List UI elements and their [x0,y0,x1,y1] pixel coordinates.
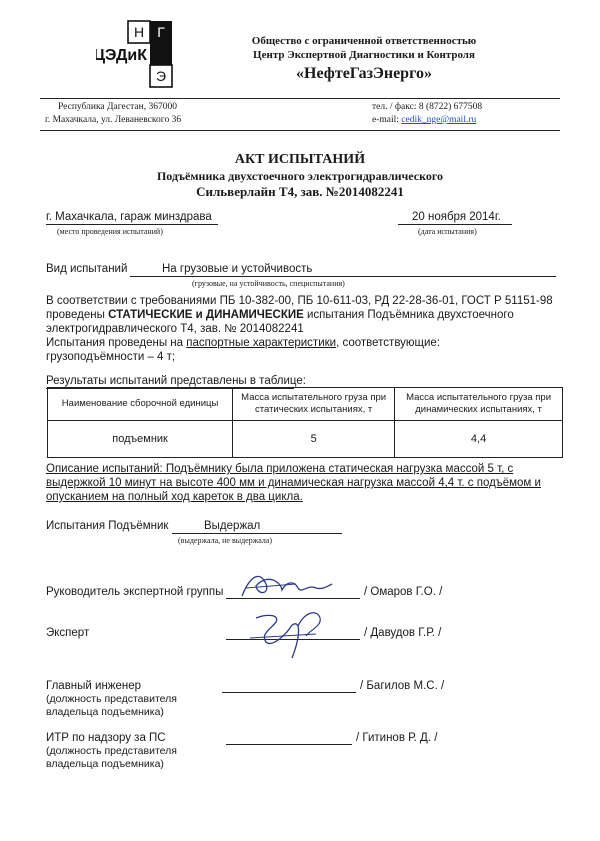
test-type-value: На грузовые и устойчивость [162,263,313,275]
logo-letter-g: Г [157,24,165,40]
test-place: г. Махачкала, гараж минздрава [46,211,212,223]
table-header-row [48,388,563,421]
verdict-label: Испытания Подъёмник [46,520,169,532]
passport-characteristics: паспортные характеристики [186,337,337,349]
logo-text: ЦЭДиК [96,47,147,64]
signature-name-4: / Гитинов Р. Д. / [356,732,438,744]
header-divider [40,98,560,99]
phone-fax: тел. / факс: 8 (8722) 677508 [372,102,483,112]
table-row [48,421,563,458]
email-link[interactable]: cedik_nge@mail.ru [401,115,477,125]
signature-role-4: ИТР по надзору за ПС [46,732,166,744]
test-type-label: Вид испытаний [46,263,128,275]
description-line-3: опусканием на полный ход кареток в два цикла. [46,491,303,503]
col-header-dynamic: Масса испытательного груза при динамических испытаниях, т [395,388,563,421]
logo-letter-e: Э [155,68,167,84]
test-date-caption: (дата испытания) [418,227,477,236]
email-line [372,114,476,127]
characteristics-line: Испытания проведены на паспортные характеристики, соответствующие: [46,337,441,349]
org-name: «НефтеГазЭнерго» [296,65,432,82]
company-logo [96,20,184,94]
tests-conducted-line: проведены СТАТИЧЕСКИЕ и ДИНАМИЧЕСКИЕ испытания Подъёмника двухстоечного [46,309,514,321]
signature-sub-3a: (должность представителя [46,693,177,705]
cell-dynamic: 4,4 [395,421,563,458]
signature-name-3: / Багилов М.С. / [360,680,445,692]
org-line-1: Общество с ограниченной ответственностью [251,35,477,47]
document-title: АКТ ИСПЫТАНИЙ [234,152,366,167]
signature-role-2: Эксперт [46,627,90,639]
device-line: электрогидравлического Т4, зав. № 2014082241 [46,323,304,335]
requirements-line: В соответствии с требованиями ПБ 10-382-00, ПБ 10-611-03, РД 22-28-36-01, ГОСТ Р 51151-98 [46,295,553,307]
signature-sub-3b: владельца подъемника) [46,706,164,718]
address-divider [40,130,560,131]
description-line-2: выдержкой 10 минут на высоте 400 мм и динамическая нагрузка массой 4,4 т. с подъёмом и [46,477,541,489]
signature-sub-4b: владельца подъемника) [46,758,164,770]
email-label: e-mail: [372,115,402,125]
cell-static: 5 [233,421,395,458]
org-line-2: Центр Экспертной Диагностики и Контроля [253,49,475,61]
col-header-unit: Наименование сборочной единицы [48,388,233,421]
signature-name-1: / Омаров Г.О. / [364,586,443,598]
results-intro: Результаты испытаний представлены в таблице: [46,375,306,387]
description-line-1: Описание испытаний: Подъёмнику была приложена статическая нагрузка массой 5 т, с [46,463,514,475]
address-line-2: г. Махачкала, ул. Леваневского 36 [45,115,182,125]
capacity-line: грузоподъёмности – 4 т; [46,351,176,363]
signature-role-1: Руководитель экспертной группы [46,586,224,598]
signature-role-3: Главный инженер [46,680,142,692]
cell-unit: подъемник [48,421,233,458]
signature-name-2: / Давудов Г.Р. / [364,627,442,639]
signature-sub-4a: (должность представителя [46,745,177,757]
document-subtitle: Подъёмника двухстоечного электрогидравлического [156,169,444,183]
description-label: Описание испытаний: [46,463,163,475]
test-place-caption: (место проведения испытаний) [57,227,163,236]
signature-davudov [236,604,336,664]
verdict-value: Выдержал [204,520,261,532]
test-kinds: СТАТИЧЕСКИЕ и ДИНАМИЧЕСКИЕ [108,309,304,321]
device-model: Сильверлайн Т4, зав. №2014082241 [196,184,404,199]
test-date: 20 ноября 2014г. [412,211,501,223]
test-type-caption: (грузовые, на устойчивость, специспытания) [192,279,345,288]
address-line-1: Республика Дагестан, 367000 [58,102,177,112]
signature-omarov [236,566,336,606]
col-header-static: Масса испытательного груза при статических испытаниях, т [233,388,395,421]
results-table [47,387,563,458]
logo-letter-n: Н [133,24,145,40]
verdict-caption: (выдержала, не выдержала) [178,536,273,545]
